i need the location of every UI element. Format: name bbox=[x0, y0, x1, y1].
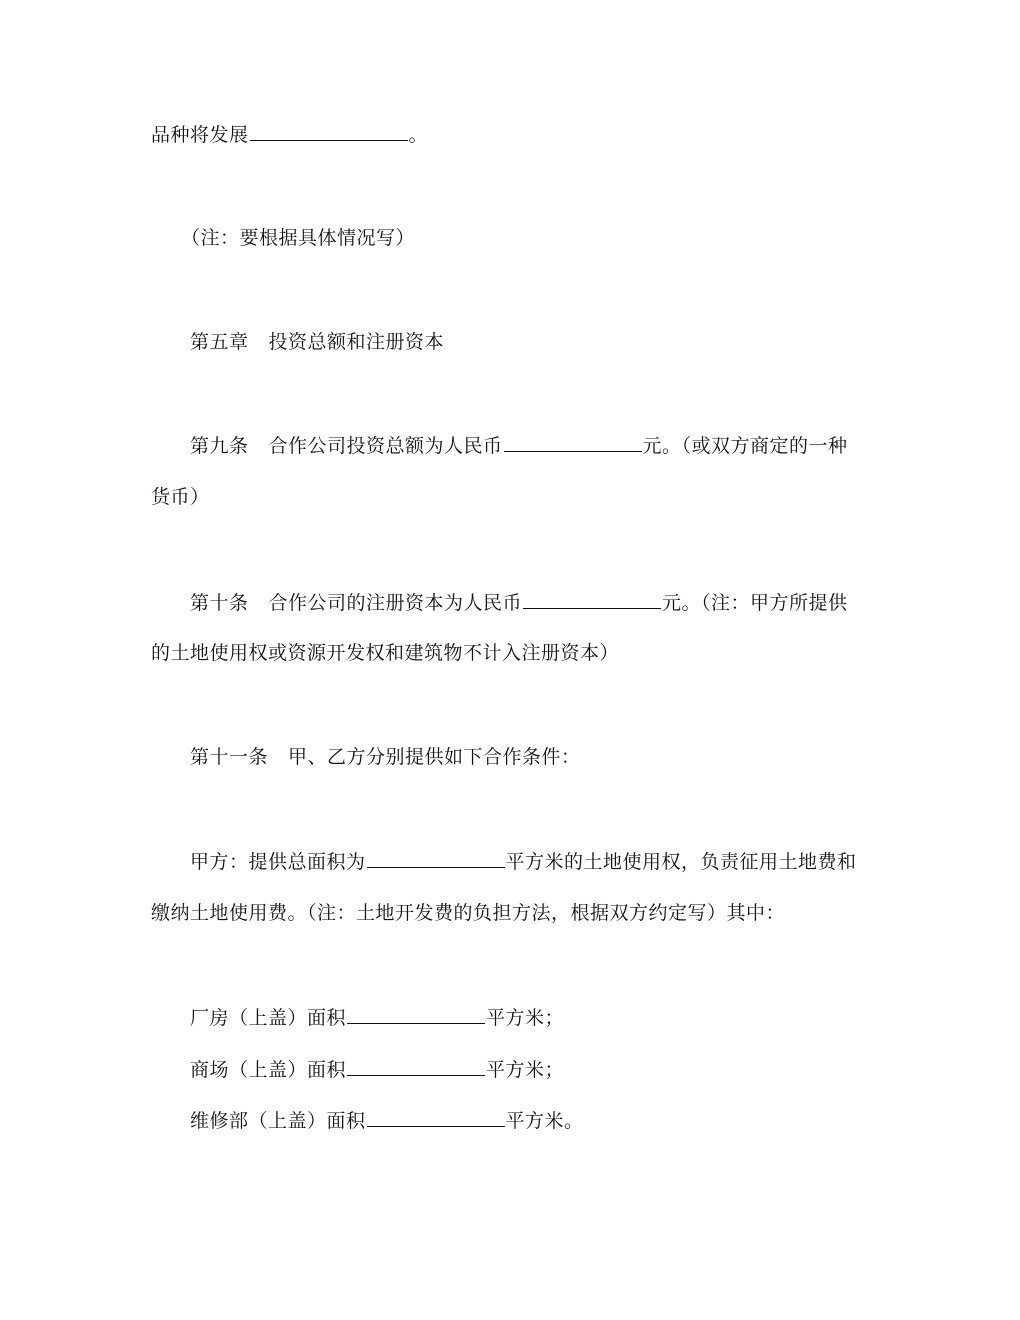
area-item-factory bbox=[190, 1005, 564, 1030]
party-a-clause bbox=[190, 849, 857, 874]
item-unit: 平方米； bbox=[486, 1059, 565, 1081]
article-number: 第十一条 bbox=[190, 746, 269, 768]
item-label: 商场（上盖）面积 bbox=[190, 1059, 347, 1081]
text: 合作公司的注册资本为人民币 bbox=[268, 592, 523, 614]
item-label: 维修部（上盖）面积 bbox=[190, 1110, 366, 1132]
note-text: （注：要根据具体情况写） bbox=[181, 227, 416, 249]
fill-blank[interactable] bbox=[347, 1005, 485, 1024]
chapter-title: 投资总额和注册资本 bbox=[268, 331, 445, 353]
fill-blank[interactable] bbox=[367, 1108, 505, 1127]
fill-blank[interactable] bbox=[504, 433, 642, 452]
article-10 bbox=[190, 590, 848, 615]
chapter-number: 第五章 bbox=[190, 331, 249, 353]
fill-blank[interactable] bbox=[347, 1057, 485, 1076]
text: 甲方：提供总面积为 bbox=[190, 851, 366, 873]
text: 元。（或双方商定的一种 bbox=[642, 435, 848, 457]
text: 甲、乙方分别提供如下合作条件： bbox=[288, 746, 581, 768]
item-unit: 平方米； bbox=[486, 1007, 565, 1029]
article-9-continuation bbox=[151, 485, 210, 509]
text: 货币） bbox=[151, 486, 210, 508]
text: 缴纳土地使用费。（注：土地开发费的负担方法，根据双方约定写）其中： bbox=[151, 902, 786, 924]
chapter-heading bbox=[190, 330, 444, 354]
article-11 bbox=[190, 745, 581, 769]
note-specific bbox=[181, 226, 415, 250]
text: 。 bbox=[408, 124, 429, 146]
fill-blank[interactable] bbox=[523, 590, 661, 609]
item-unit: 平方米。 bbox=[505, 1110, 584, 1132]
text: 元。（注：甲方所提供 bbox=[662, 592, 848, 614]
item-label: 厂房（上盖）面积 bbox=[190, 1007, 347, 1029]
article-9 bbox=[190, 433, 848, 458]
area-item-mall bbox=[190, 1057, 564, 1082]
article-10-continuation bbox=[151, 641, 619, 665]
area-item-repair bbox=[190, 1108, 584, 1133]
text: 平方米的土地使用权，负责征用土地费和 bbox=[505, 851, 857, 873]
article-number: 第九条 bbox=[190, 435, 249, 457]
text: 合作公司投资总额为人民币 bbox=[268, 435, 503, 457]
text: 的土地使用权或资源开发权和建筑物不计入注册资本） bbox=[151, 642, 620, 664]
fill-blank[interactable] bbox=[250, 122, 408, 141]
paragraph-product-development bbox=[151, 122, 428, 147]
party-a-continuation bbox=[151, 901, 785, 925]
article-number: 第十条 bbox=[190, 592, 249, 614]
text: 品种将发展 bbox=[151, 124, 249, 146]
fill-blank[interactable] bbox=[367, 849, 505, 868]
